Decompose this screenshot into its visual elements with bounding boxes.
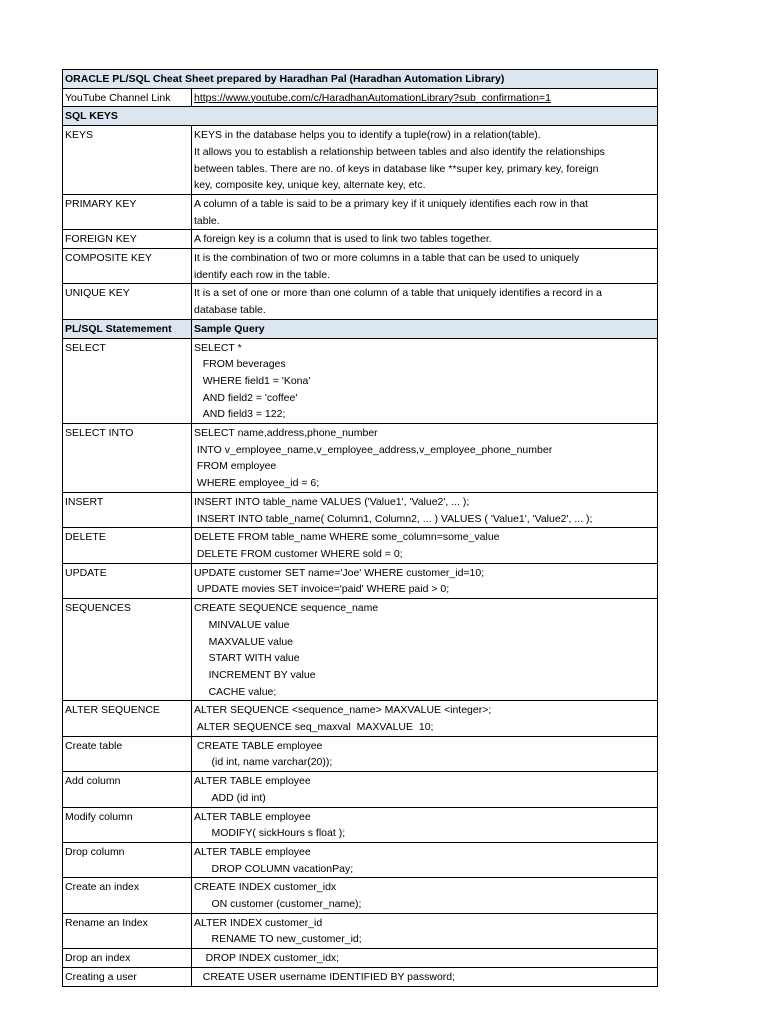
sql-keys-header-row xyxy=(63,107,658,126)
table-row xyxy=(63,599,658,701)
key-description: A column of a table is said to be a primary key if it uniquely identifies each row in that table. xyxy=(192,194,658,229)
statement-name: SELECT xyxy=(63,338,192,424)
sample-query: CREATE SEQUENCE sequence_name MINVALUE value MAXVALUE value START WITH value INCREMENT BY value CACHE value; xyxy=(192,599,658,701)
statement-name: ALTER SEQUENCE xyxy=(63,701,192,736)
table-row xyxy=(63,736,658,771)
statement-name: Modify column xyxy=(63,807,192,842)
sample-query: UPDATE customer SET name='Joe' WHERE customer_id=10; UPDATE movies SET invoice='paid' WHERE paid > 0; xyxy=(192,563,658,598)
sample-query: DROP INDEX customer_idx; xyxy=(192,949,658,968)
statement-name: Create an index xyxy=(63,878,192,913)
youtube-link-cell xyxy=(192,88,658,107)
statement-name: Create table xyxy=(63,736,192,771)
key-description: It is a set of one or more than one column of a table that uniquely identifies a record in a database table. xyxy=(192,284,658,319)
table-row xyxy=(63,563,658,598)
key-description: A foreign key is a column that is used to link two tables together. xyxy=(192,230,658,249)
sample-query: ALTER TABLE employee MODIFY( sickHours s float ); xyxy=(192,807,658,842)
key-term: KEYS xyxy=(63,126,192,195)
sample-query: ALTER TABLE employee DROP COLUMN vacationPay; xyxy=(192,842,658,877)
sample-query: CREATE INDEX customer_idx ON customer (customer_name); xyxy=(192,878,658,913)
statement-column-header: PL/SQL Statemement xyxy=(63,319,192,338)
sample-query: DELETE FROM table_name WHERE some_column=some_value DELETE FROM customer WHERE sold = 0; xyxy=(192,528,658,563)
youtube-link[interactable]: https://www.youtube.com/c/HaradhanAutomationLibrary?sub_confirmation=1 xyxy=(194,91,551,104)
sample-query: INSERT INTO table_name VALUES ('Value1', 'Value2', ... ); INSERT INTO table_name( Column1, Column2, ... ) VALUES ( 'Value1', 'Value2', ... ); xyxy=(192,492,658,527)
statement-name: Creating a user xyxy=(63,967,192,986)
table-row xyxy=(63,842,658,877)
sample-query: ALTER INDEX customer_id RENAME TO new_customer_id; xyxy=(192,913,658,948)
table-row xyxy=(63,194,658,229)
sample-query: CREATE USER username IDENTIFIED BY password; xyxy=(192,967,658,986)
sample-query: ALTER SEQUENCE <sequence_name> MAXVALUE <integer>; ALTER SEQUENCE seq_maxval MAXVALUE 10; xyxy=(192,701,658,736)
key-term: PRIMARY KEY xyxy=(63,194,192,229)
table-row xyxy=(63,249,658,284)
query-column-header: Sample Query xyxy=(192,319,658,338)
statement-name: SELECT INTO xyxy=(63,424,192,493)
sheet-title: ORACLE PL/SQL Cheat Sheet prepared by Haradhan Pal (Haradhan Automation Library) xyxy=(63,70,658,89)
statement-name: SEQUENCES xyxy=(63,599,192,701)
table-row xyxy=(63,492,658,527)
sql-keys-header: SQL KEYS xyxy=(63,107,658,126)
key-term: UNIQUE KEY xyxy=(63,284,192,319)
table-row xyxy=(63,424,658,493)
table-row xyxy=(63,528,658,563)
statements-header-row xyxy=(63,319,658,338)
table-row xyxy=(63,126,658,195)
table-row xyxy=(63,230,658,249)
key-term: FOREIGN KEY xyxy=(63,230,192,249)
table-row xyxy=(63,284,658,319)
statement-name: Drop an index xyxy=(63,949,192,968)
sample-query: SELECT name,address,phone_number INTO v_employee_name,v_employee_address,v_employee_phone_number FROM employee WHERE employee_id = 6; xyxy=(192,424,658,493)
statement-name: INSERT xyxy=(63,492,192,527)
sample-query: ALTER TABLE employee ADD (id int) xyxy=(192,772,658,807)
table-row xyxy=(63,338,658,424)
table-row xyxy=(63,913,658,948)
statement-name: Add column xyxy=(63,772,192,807)
youtube-row xyxy=(63,88,658,107)
key-description: It is the combination of two or more columns in a table that can be used to uniquely identify each row in the table. xyxy=(192,249,658,284)
cheat-sheet-table xyxy=(62,69,658,987)
table-row xyxy=(63,967,658,986)
sample-query: CREATE TABLE employee (id int, name varchar(20)); xyxy=(192,736,658,771)
table-row xyxy=(63,878,658,913)
key-description: KEYS in the database helps you to identify a tuple(row) in a relation(table). It allows you to establish a relationship between tables and also identify the relationships between tables. There are no. of keys in database like **super key, primary key, foreign key, composite key, unique key, alternate key, etc. xyxy=(192,126,658,195)
statement-name: UPDATE xyxy=(63,563,192,598)
table-row xyxy=(63,807,658,842)
title-row xyxy=(63,70,658,89)
youtube-label: YouTube Channel Link xyxy=(63,88,192,107)
table-row xyxy=(63,772,658,807)
sample-query: SELECT * FROM beverages WHERE field1 = 'Kona' AND field2 = 'coffee' AND field3 = 122; xyxy=(192,338,658,424)
statement-name: Drop column xyxy=(63,842,192,877)
key-term: COMPOSITE KEY xyxy=(63,249,192,284)
statement-name: DELETE xyxy=(63,528,192,563)
table-row xyxy=(63,949,658,968)
table-row xyxy=(63,701,658,736)
statement-name: Rename an Index xyxy=(63,913,192,948)
